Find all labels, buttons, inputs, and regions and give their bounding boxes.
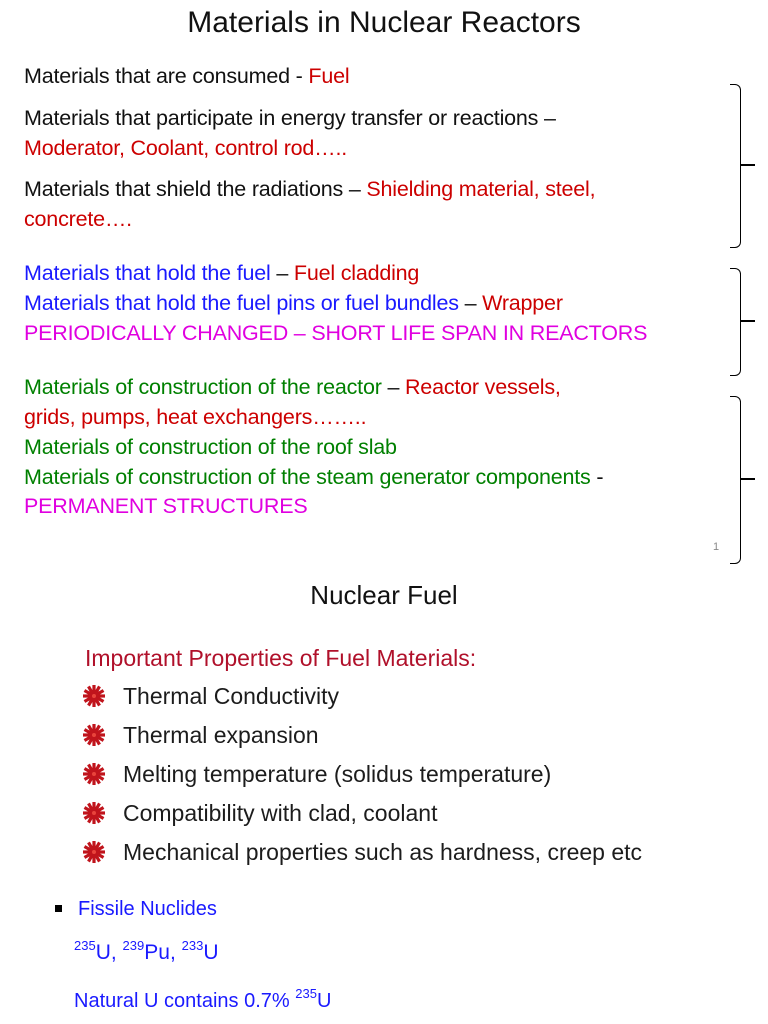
nuclide-mass: 235 [74,938,96,953]
nuclide-list [74,938,218,965]
line-consumed: Materials that are consumed - Fuel [24,64,350,88]
property-item [82,757,551,791]
gear-bullet-icon [82,762,106,786]
slide-title: Materials in Nuclear Reactors [187,6,581,39]
bracket-group-1 [730,84,741,248]
property-item [82,718,319,752]
property-item [82,796,437,830]
property-label: Compatibility with clad, coolant [123,799,438,826]
nuclide-separator: , [110,941,123,964]
property-label: Thermal expansion [123,721,319,748]
bracket-tick-1 [741,164,755,166]
bracket-tick-3 [741,478,755,480]
line-steam-generator: Materials of construction of the steam generator components - [24,465,604,489]
line-permanent: PERMANENT STRUCTURES [24,494,308,518]
line-hold-pins: Materials that hold the fuel pins or fuel bundles – Wrapper [24,291,563,315]
property-item [82,679,339,713]
line-concrete: concrete…. [24,207,132,231]
line-energy-transfer: Materials that participate in energy transfer or reactions – [24,106,556,130]
nuclide-symbol: U [95,941,111,964]
line-roof-slab: Materials of construction of the roof slab [24,435,397,459]
properties-heading: Important Properties of Fuel Materials: [85,645,477,671]
nuclide-mass: 239 [122,938,145,953]
bracket-group-2 [730,268,741,376]
gear-bullet-icon [82,723,106,747]
property-label: Mechanical properties such as hardness, creep etc [123,838,643,865]
nuclide-separator: , [169,941,182,964]
property-item [82,835,642,869]
line-shield: Materials that shield the radiations – Shielding material, steel, [24,177,596,201]
property-label: Melting temperature (solidus temperature) [123,760,552,787]
line-construction-reactor: Materials of construction of the reactor – Reactor vessels, [24,375,561,399]
line-moderator: Moderator, Coolant, control rod….. [24,136,348,160]
page-number: 1 [713,541,720,553]
property-label: Thermal Conductivity [123,682,340,709]
line-grids-pumps: grids, pumps, heat exchangers…….. [24,405,367,429]
line-periodically-changed: PERIODICALLY CHANGED – SHORT LIFE SPAN IN REACTORS [24,321,648,345]
line-hold-fuel: Materials that hold the fuel – Fuel cladding [24,261,420,285]
nuclide-symbol: U [203,941,219,964]
gear-bullet-icon [82,801,106,825]
bracket-tick-2 [741,320,755,322]
section-title: Nuclear Fuel [310,580,458,610]
nuclide-mass: 233 [181,938,204,953]
bracket-group-3 [730,396,741,564]
fissile-label: Fissile Nuclides [78,898,217,920]
gear-bullet-icon [82,684,106,708]
gear-bullet-icon [82,840,106,864]
nuclide-symbol: Pu [144,941,170,964]
square-bullet-icon [55,905,62,912]
natural-uranium-note: Natural U contains 0.7% $^{235}$U [74,986,332,1012]
